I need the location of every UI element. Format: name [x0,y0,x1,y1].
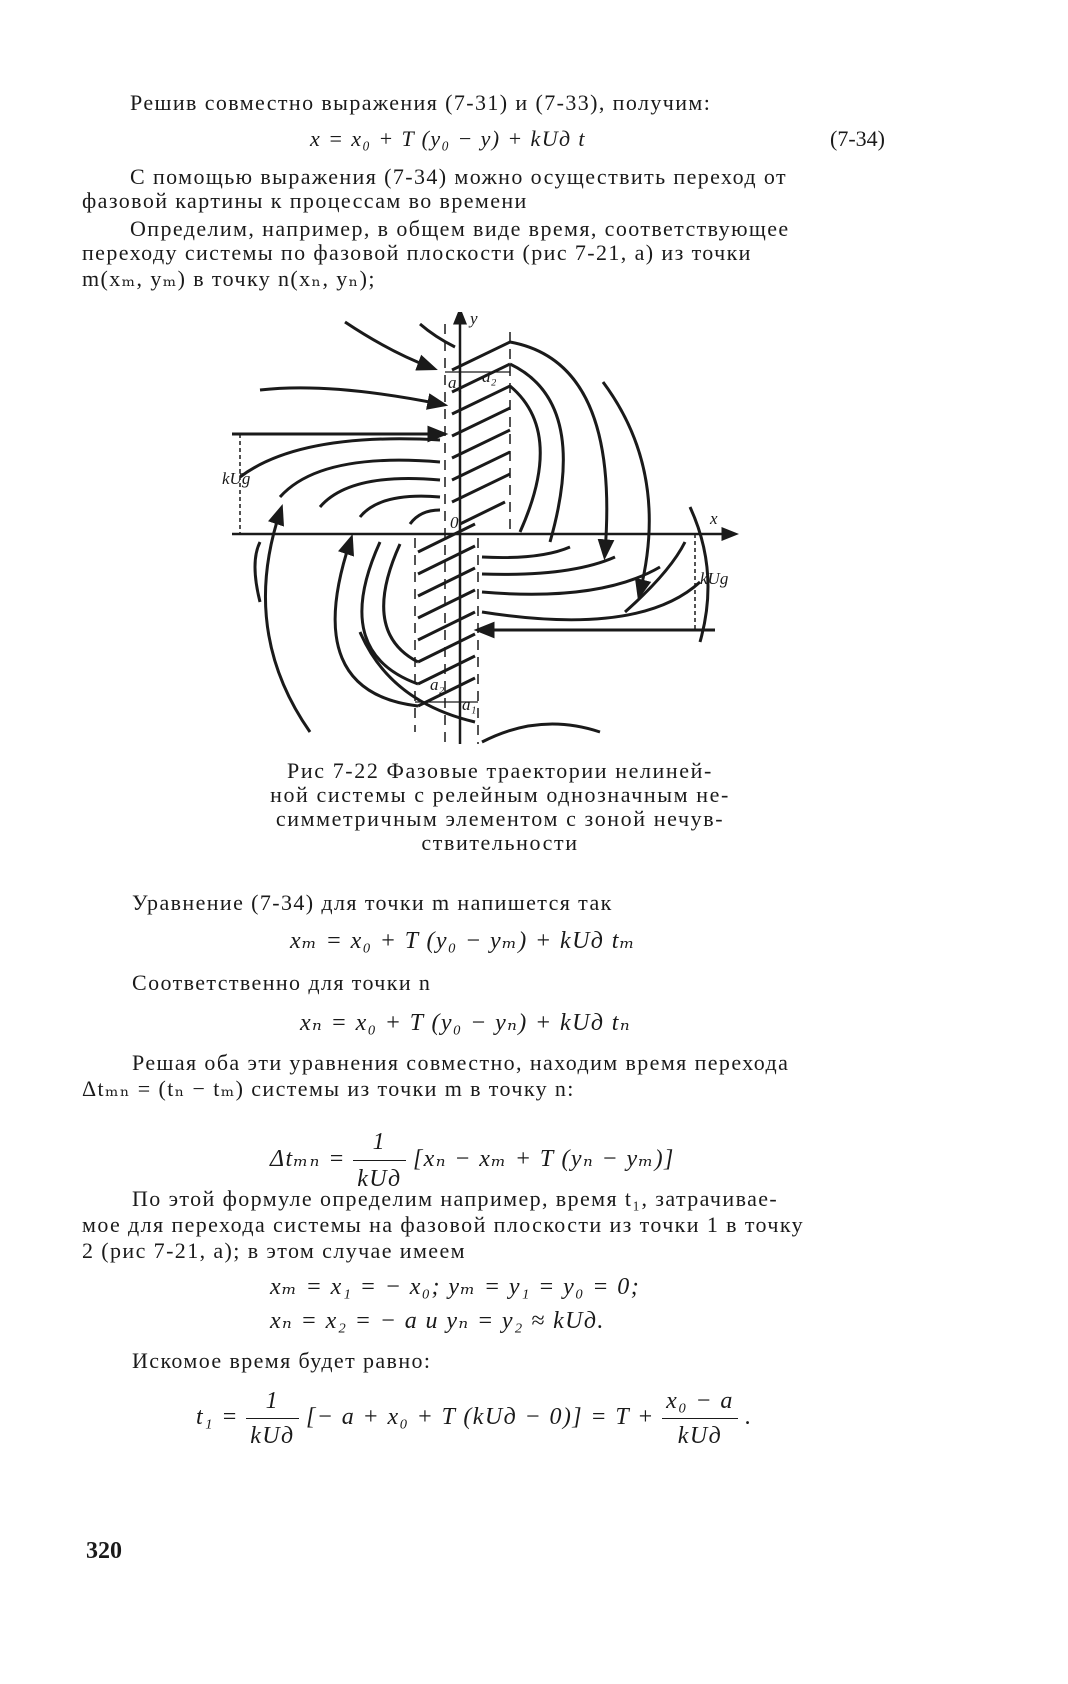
phase-portrait-figure [220,312,760,752]
a2-lower-label: a₂ [430,675,445,694]
paragraph-transition-2: фазовой картины к процессам во времени [82,188,528,213]
paragraph-formula-3: 2 (рис 7-21, а); в этом случае имеем [82,1238,466,1263]
delta-t-numerator: 1 [353,1124,405,1161]
paragraph-solve-1: Решая оба эти уравнения совместно, находим время перехода [132,1050,790,1075]
trajectory [482,582,700,620]
kU-upper-label: kUg [222,469,251,488]
strip-segment [418,524,475,552]
strip-segment [418,590,475,618]
paragraph-result: Искомое время будет равно: [132,1348,432,1373]
equation-point-m: xₘ = x₀ + T (y₀ − yₘ) + kUд tₘ [290,928,636,954]
kU-lower-label: kUg [700,569,729,588]
trajectory [482,724,600,742]
equation-7-34: x = x₀ + T (y₀ − y) + kUд t [310,126,586,151]
trajectory [482,567,660,594]
trajectory [345,322,430,367]
trajectory [510,364,563,542]
paragraph-formula-1: По этой формуле определим например, время t₁, затрачивае- [132,1186,779,1211]
figure-caption-3: симметричным элементом с зоной нечув- [275,806,725,831]
t1-numerator-2: x₀ − a [662,1384,738,1419]
trajectory [360,632,475,722]
a1-lower-label: a₁ [462,695,477,714]
strip-segment [460,502,505,524]
delta-t-denominator: kUд [357,1166,402,1192]
axis-y-label: y [470,312,478,328]
trajectory [240,439,440,477]
trajectory [362,542,418,684]
equation-point-2: xₙ = x₂ = − a и yₙ = y₂ ≈ kUд. [270,1308,605,1334]
paragraph-formula-2: мое для перехода системы на фазовой плоскости из точки 1 в точку [82,1212,805,1237]
figure-caption-1: Рис 7-22 Фазовые траектории нелиней- [287,758,713,783]
trajectory [482,557,615,574]
paragraph-intro: Решив совместно выражения (7-31) и (7-33), получим: [130,90,712,115]
trajectory [420,324,455,347]
paragraph-point-n: Соответственно для точки n [132,970,432,995]
strip-segment [418,612,475,640]
t1-lhs: t₁ = [196,1404,239,1431]
strip-segment [418,546,475,574]
figure-caption-2: ной системы с релейным однозначным не- [270,782,730,807]
t1-denominator-1: kUд [250,1423,295,1449]
paragraph-point-m: Уравнение (7-34) для точки m напишется так [132,890,613,915]
t1-fraction-1 [246,1384,298,1453]
trajectory [410,510,440,524]
paragraph-solve-2: Δtₘₙ = (tₙ − tₘ) системы из точки m в точку n: [82,1076,575,1101]
trajectory [260,388,440,404]
page-number: 320 [86,1538,122,1564]
equation-t1 [196,1384,753,1453]
strip-segment [418,634,475,662]
a1-upper-label: a₁ [448,373,463,392]
trajectory [482,547,570,558]
axis-x-label: x [710,509,718,528]
strip-segment [418,568,475,596]
equation-point-n: xₙ = x₀ + T (y₀ − yₙ) + kUд tₙ [300,1010,631,1036]
t1-denominator-2: kUд [677,1423,723,1449]
strip-segment [418,656,475,684]
paragraph-define-3: m(xₘ, yₘ) в точку n(xₙ, yₙ); [82,266,376,291]
trajectory [255,542,260,602]
t1-fraction-2 [662,1384,738,1453]
trajectory [625,542,685,612]
a2-upper-label: a₂ [482,367,497,386]
paragraph-define-2: переходу системы по фазовой плоскости (рис 7-21, а) из точки [82,240,752,265]
figure-caption-4: ствительности [421,830,579,855]
trajectory [360,496,440,517]
delta-t-rhs: [xₙ − xₘ + T (yₙ − yₘ)] [412,1146,675,1173]
delta-t-lhs: Δtₘₙ = [270,1146,346,1173]
trajectory [335,542,418,706]
trajectory [265,512,310,732]
trajectory [510,386,540,532]
t1-numerator-1: 1 [246,1384,298,1419]
equation-number: (7-34) [830,126,885,151]
t1-middle: [− a + x₀ + T (kUд − 0)] = T + [305,1404,655,1431]
equation-point-1: xₘ = x₁ = − x₀; yₘ = y₁ = y₀ = 0; [270,1274,641,1300]
origin-label: 0 [450,513,459,532]
paragraph-define-1: Определим, например, в общем виде время, соответствующее [130,216,790,241]
t1-end: . [745,1404,753,1431]
paragraph-transition-1: С помощью выражения (7-34) можно осуществить переход от [130,164,787,189]
trajectory [384,544,418,662]
